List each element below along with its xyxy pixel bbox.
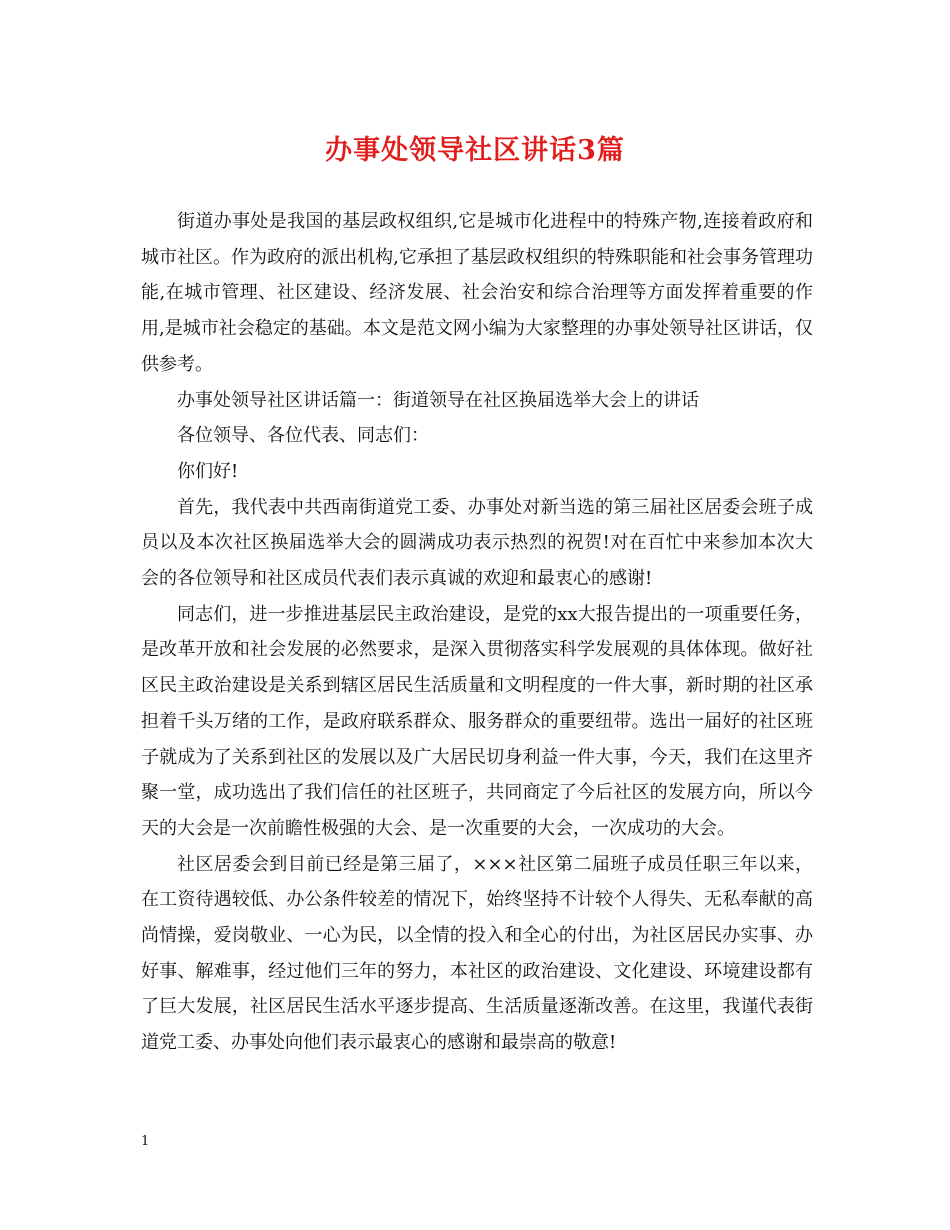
paragraph-greeting: 你们好!: [177, 460, 239, 482]
paragraph-section-heading: 办事处领导社区讲话篇一：街道领导在社区换届选举大会上的讲话: [177, 389, 699, 411]
paragraph-salutation: 各位领导、各位代表、同志们：: [177, 425, 429, 447]
document-body: [141, 204, 813, 1061]
paragraph-intro: 街道办事处是我国的基层政权组织,它是城市化进程中的特殊产物,连接着政府和城市社区。作为政府的派出机构,它承担了基层政权组织的特殊职能和社会事务管理功能,在城市管理、社区建设、经济发展、社会治安和综合治理等方面发挥着重要的作用,是城市社会稳定的基础。本文是范文网小编为大家整理的办事处领导社区讲话，仅供参考。: [141, 211, 813, 375]
paragraph-committee: 社区居委会到目前已经是第三届了，×××社区第二届班子成员任职三年以来，在工资待遇较低、办公条件较差的情况下，始终坚持不计较个人得失、无私奉献的高尚情操，爱岗敬业、一心为民，以全情的投入和全心的付出，为社区居民办实事、办好事、解难事，经过他们三年的努力，本社区的政治建设、文化建设、环境建设都有了巨大发展，社区居民生活水平逐步提高、生活质量逐渐改善。在这里，我谨代表街道党工委、办事处向他们表示最衷心的感谢和最崇高的敬意!: [141, 853, 813, 1054]
document-title: 办事处领导社区讲话3篇: [325, 135, 625, 166]
paragraph-democracy: 同志们，进一步推进基层民主政治建设，是党的xx大报告提出的一项重要任务，是改革开放和社会发展的必然要求，是深入贯彻落实科学发展观的具体体现。做好社区民主政治建设是关系到辖区居民生活质量和文明程度的一件大事，新时期的社区承担着千头万绪的工作，是政府联系群众、服务群众的重要纽带。选出一届好的社区班子就成为了关系到社区的发展以及广大居民切身利益一件大事，今天，我们在这里齐聚一堂，成功选出了我们信任的社区班子，共同商定了今后社区的发展方向，所以今天的大会是一次前瞻性极强的大会、是一次重要的大会，一次成功的大会。: [141, 603, 813, 839]
paragraph-congratulations: 首先，我代表中共西南街道党工委、办事处对新当选的第三届社区居委会班子成员以及本次社区换届选举大会的圆满成功表示热烈的祝贺!对在百忙中来参加本次大会的各位领导和社区成员代表们表示真诚的欢迎和最衷心的感谢!: [141, 496, 813, 590]
page-number: 1: [141, 1134, 150, 1149]
